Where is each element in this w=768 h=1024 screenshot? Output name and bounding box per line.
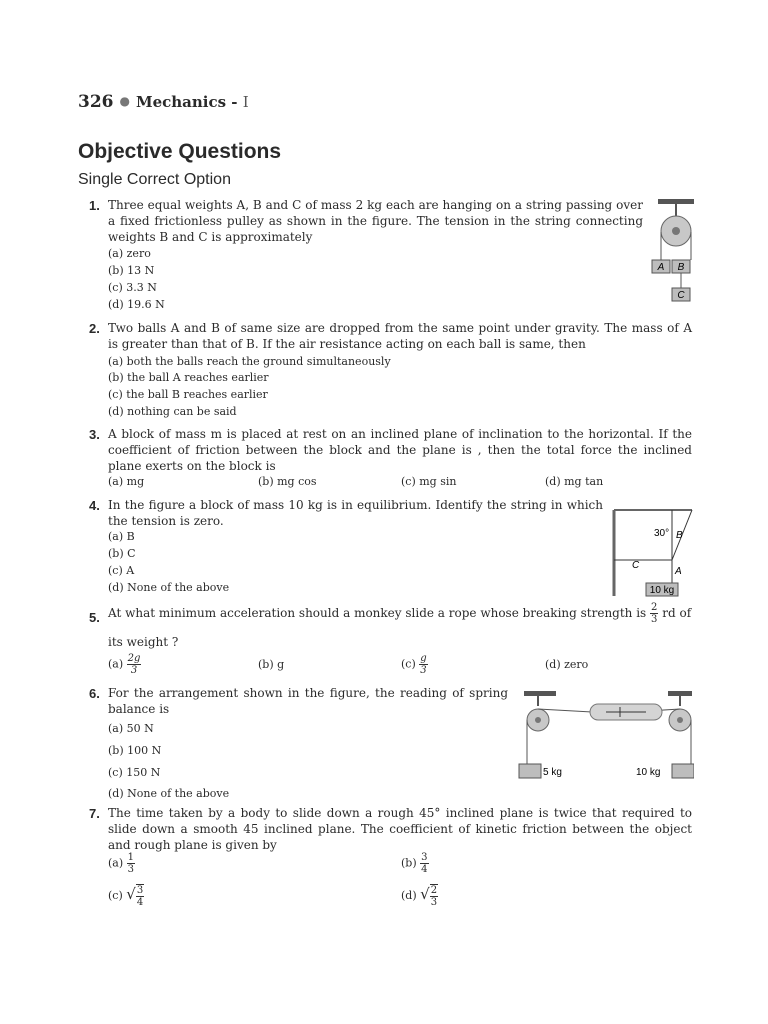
- question-3-number: 3.: [89, 427, 100, 442]
- spring-balance-figure-q6: [516, 688, 694, 782]
- question-5-option-b: (b) g: [258, 658, 285, 671]
- question-3-option-c: (c) mg sin: [401, 475, 457, 488]
- question-5-option-a: (a) $\frac{2g}{3}$: [108, 653, 141, 676]
- pulley-figure-q1: [648, 196, 704, 306]
- question-6-option-b: (b) 100 N: [108, 744, 162, 757]
- question-7-option-a: (a) $\frac{1}{3}$: [108, 852, 135, 875]
- question-4-option-d: (d) None of the above: [108, 581, 230, 594]
- question-7-option-d: (d) √ $\frac{2}{3}$: [401, 885, 438, 908]
- section-subtitle: Single Correct Option: [78, 171, 231, 188]
- question-7-option-c: (c) √ $\frac{3}{4}$: [108, 885, 144, 908]
- string-b-label: B: [676, 530, 683, 541]
- question-1-option-b: (b) 13 N: [108, 264, 155, 277]
- question-6-option-d: (d) None of the above: [108, 787, 230, 800]
- question-3-option-a: (a) mg: [108, 475, 145, 488]
- question-3-option-d: (d) mg tan: [545, 475, 604, 488]
- question-4-stem: In the figure a block of mass 10 kg is in equilibrium. Identify the string in which the tension is zero.: [108, 498, 603, 528]
- question-1-number: 1.: [89, 198, 100, 213]
- question-2-option-a: (a) both the balls reach the ground simultaneously: [108, 355, 391, 368]
- question-1-option-c: (c) 3.3 N: [108, 281, 157, 294]
- question-2-stem: Two balls A and B of same size are dropped from the same point under gravity. The mass of A is greater than that of B. If the air resistance acting on each ball is same, then: [108, 321, 692, 351]
- section-title: Objective Questions: [78, 140, 282, 163]
- sqrt-icon: √: [126, 885, 136, 903]
- question-6-number: 6.: [89, 686, 100, 701]
- left-mass-label: 5 kg: [543, 767, 562, 778]
- question-5-option-c: (c) $\frac{g}{3}$: [401, 653, 427, 676]
- page-number: 326: [78, 92, 114, 112]
- question-4-number: 4.: [89, 498, 100, 513]
- sqrt-icon: √: [420, 885, 430, 903]
- question-6-stem: For the arrangement shown in the figure, the reading of spring balance is: [108, 686, 508, 716]
- question-6-option-c: (c) 150 N: [108, 766, 161, 779]
- question-4-option-b: (b) C: [108, 547, 136, 560]
- bullet-icon: ●: [119, 94, 130, 108]
- question-5-stem-line1: At what minimum acceleration should a monkey slide a rope whose breaking strength is $\frac{2}{3}$ rd of: [108, 602, 692, 625]
- question-5-option-d: (d) zero: [545, 658, 589, 671]
- question-5-number: 5.: [89, 610, 100, 625]
- question-5-stem-line2: its weight ?: [108, 635, 179, 649]
- question-2-option-b: (b) the ball A reaches earlier: [108, 371, 269, 384]
- question-7-number: 7.: [89, 806, 100, 821]
- string-c-label: C: [632, 560, 640, 571]
- question-1-option-a: (a) zero: [108, 247, 151, 260]
- weight-a-label: A: [657, 262, 665, 273]
- question-6-option-a: (a) 50 N: [108, 722, 154, 735]
- question-4-option-c: (c) A: [108, 564, 135, 577]
- weight-b-label: B: [677, 262, 685, 273]
- question-7-option-b: (b) $\frac{3}{4}$: [401, 852, 428, 875]
- question-2-option-d: (d) nothing can be said: [108, 405, 237, 418]
- question-2-option-c: (c) the ball B reaches earlier: [108, 388, 268, 401]
- chapter-title: Mechanics - I: [135, 93, 249, 111]
- question-3-option-b: (b) mg cos: [258, 475, 317, 488]
- page-header: [78, 92, 249, 112]
- string-a-label: A: [675, 566, 682, 577]
- question-7-stem: The time taken by a body to slide down a rough 45° inclined plane is twice that required to slide down a smooth 45 inclined plane. The coefficient of kinetic friction between the object and rough plane is given by: [108, 806, 692, 852]
- block-mass-label: 10 kg: [649, 585, 675, 596]
- question-1-stem: Three equal weights A, B and C of mass 2 kg each are hanging on a string passing over a fixed frictionless pulley as shown in the figure. The tension in the string connecting weights B and C is approximately: [108, 198, 643, 244]
- angle-label: 30°: [654, 528, 670, 539]
- weight-c-label: C: [677, 290, 685, 301]
- question-4-option-a: (a) B: [108, 530, 135, 543]
- question-2-number: 2.: [89, 321, 100, 336]
- equilibrium-figure-q4: [610, 508, 700, 600]
- right-mass-label: 10 kg: [636, 767, 661, 778]
- question-3-stem: A block of mass m is placed at rest on an inclined plane of inclination to the horizontal. If the coefficient of friction between the block and the plane is , then the total force the inclined plane exerts on the block is: [108, 427, 692, 473]
- question-1-option-d: (d) 19.6 N: [108, 298, 165, 311]
